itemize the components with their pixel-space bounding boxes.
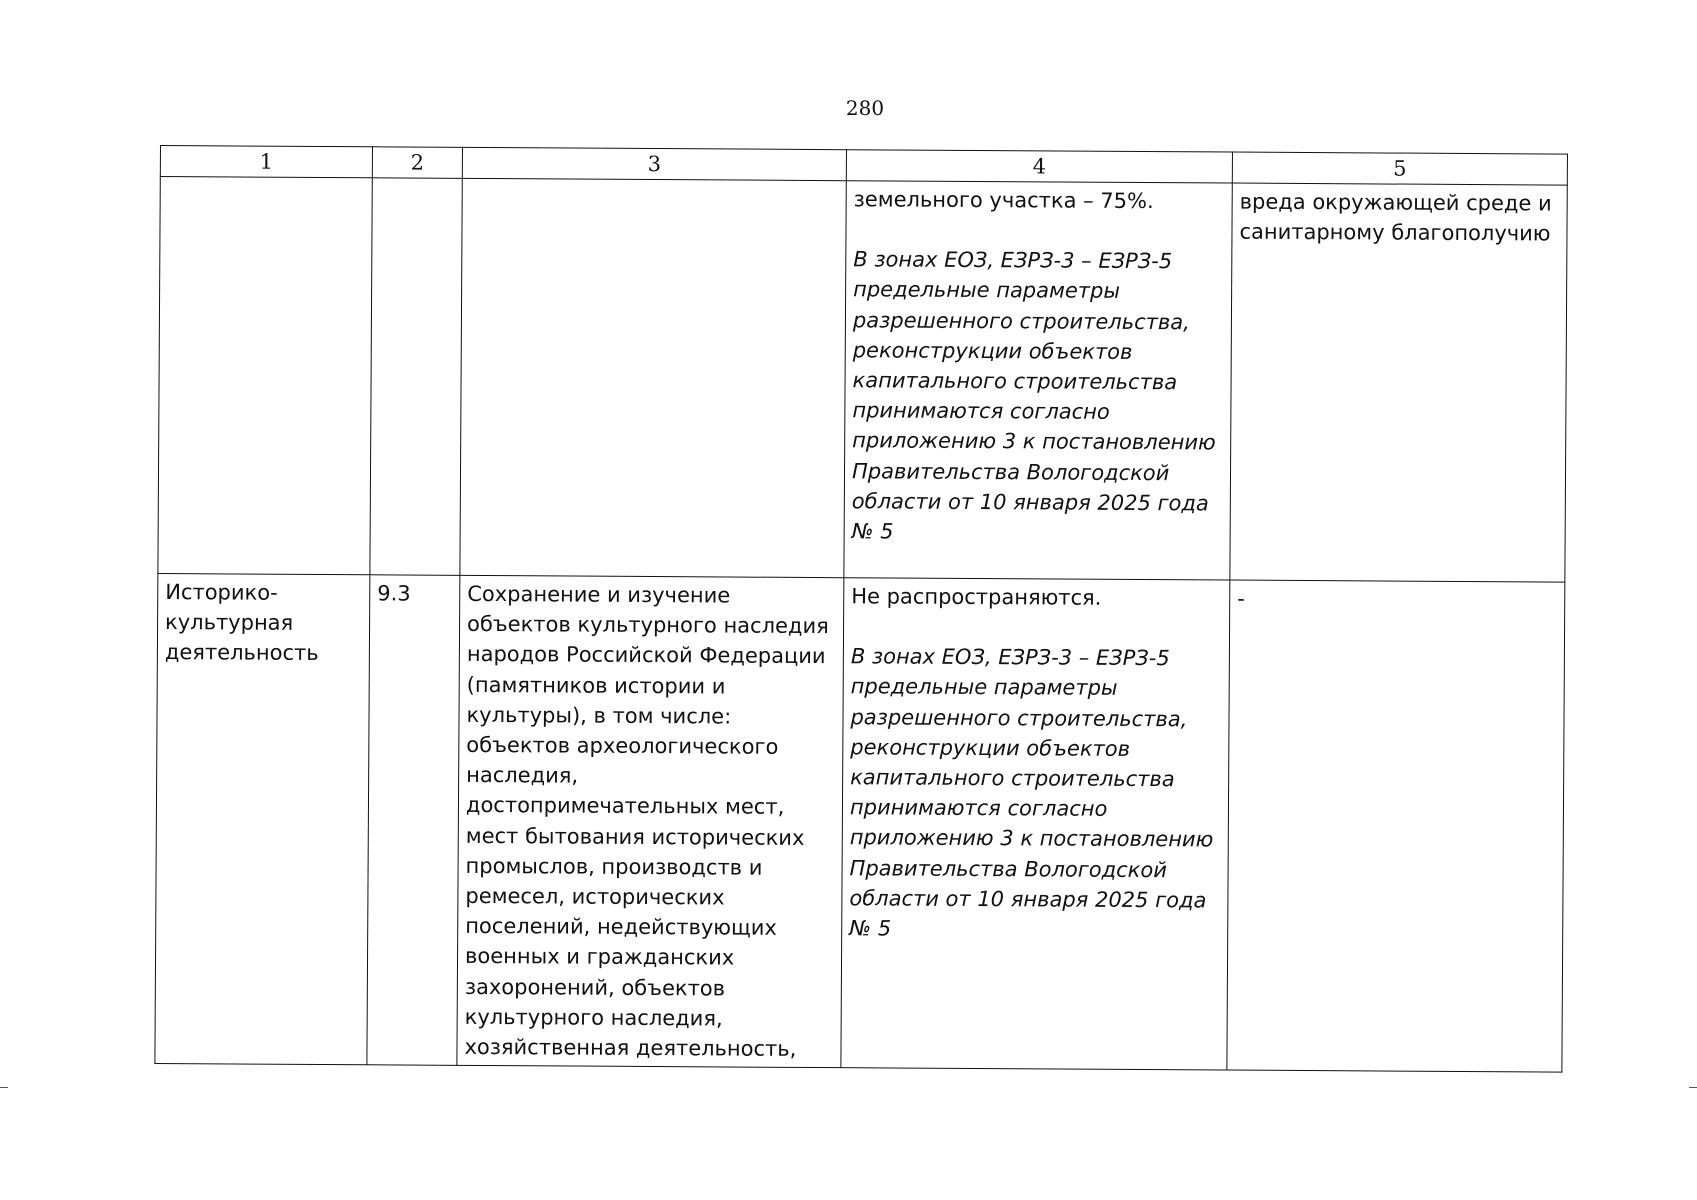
table-row <box>158 177 1567 583</box>
regulations-table <box>154 145 1568 1073</box>
cell-description <box>460 178 846 577</box>
cell-parameters <box>844 181 1232 580</box>
cell-description: Сохранение и изучение объектов культурного наследия народов Российской Федерации (памятников истории и культуры), в том числе: объектов археологического наследия, достопримечательных мест, мест бытования исторических промыслов, производств и ремесел, исторических поселений, недействующих военных и гражданских захоронений, объектов культурного наследия, хозяйственная деятельность, <box>457 575 844 1068</box>
cell-code <box>370 178 462 576</box>
cell-code: 9.3 <box>367 575 460 1066</box>
page-number: 280 <box>845 96 885 120</box>
scan-edge-mark-right <box>1689 1087 1697 1088</box>
parameters-zone-note: В зонах ЕОЗ, ЕЗРЗ-3 – ЕЗРЗ-5 предельные параметры разрешенного строительства, реконструкции объектов капитального строительства принимаются согласно приложению 3 к постановлению Правительства Вологодской области от 10 января 2025 года № 5 <box>851 247 1216 544</box>
cell-restrictions: вреда окружающей среде и санитарному благополучию <box>1230 183 1567 582</box>
paragraph-gap <box>853 214 1224 246</box>
parameters-text: земельного участка – 75%. <box>853 187 1154 214</box>
cell-restrictions: - <box>1227 580 1565 1072</box>
column-header-4: 4 <box>846 150 1232 183</box>
scan-edge-mark-left <box>0 1087 8 1088</box>
parameters-text: Не распространяются. <box>851 584 1102 610</box>
cell-use-type: Историко-культурная деятельность <box>155 573 370 1065</box>
column-header-1: 1 <box>160 146 372 178</box>
column-header-2: 2 <box>372 147 462 179</box>
table-row <box>155 573 1565 1072</box>
parameters-zone-note: В зонах ЕОЗ, ЕЗРЗ-3 – ЕЗРЗ-5 предельные параметры разрешенного строительства, реконструкции объектов капитального строительства принимаются согласно приложению 3 к постановлению Правительства Вологодской области от 10 января 2025 года № 5 <box>849 644 1214 941</box>
cell-use-type <box>158 177 372 575</box>
cell-parameters <box>841 578 1230 1071</box>
column-header-5: 5 <box>1232 152 1567 185</box>
column-header-3: 3 <box>462 147 846 180</box>
paragraph-gap <box>851 611 1222 643</box>
